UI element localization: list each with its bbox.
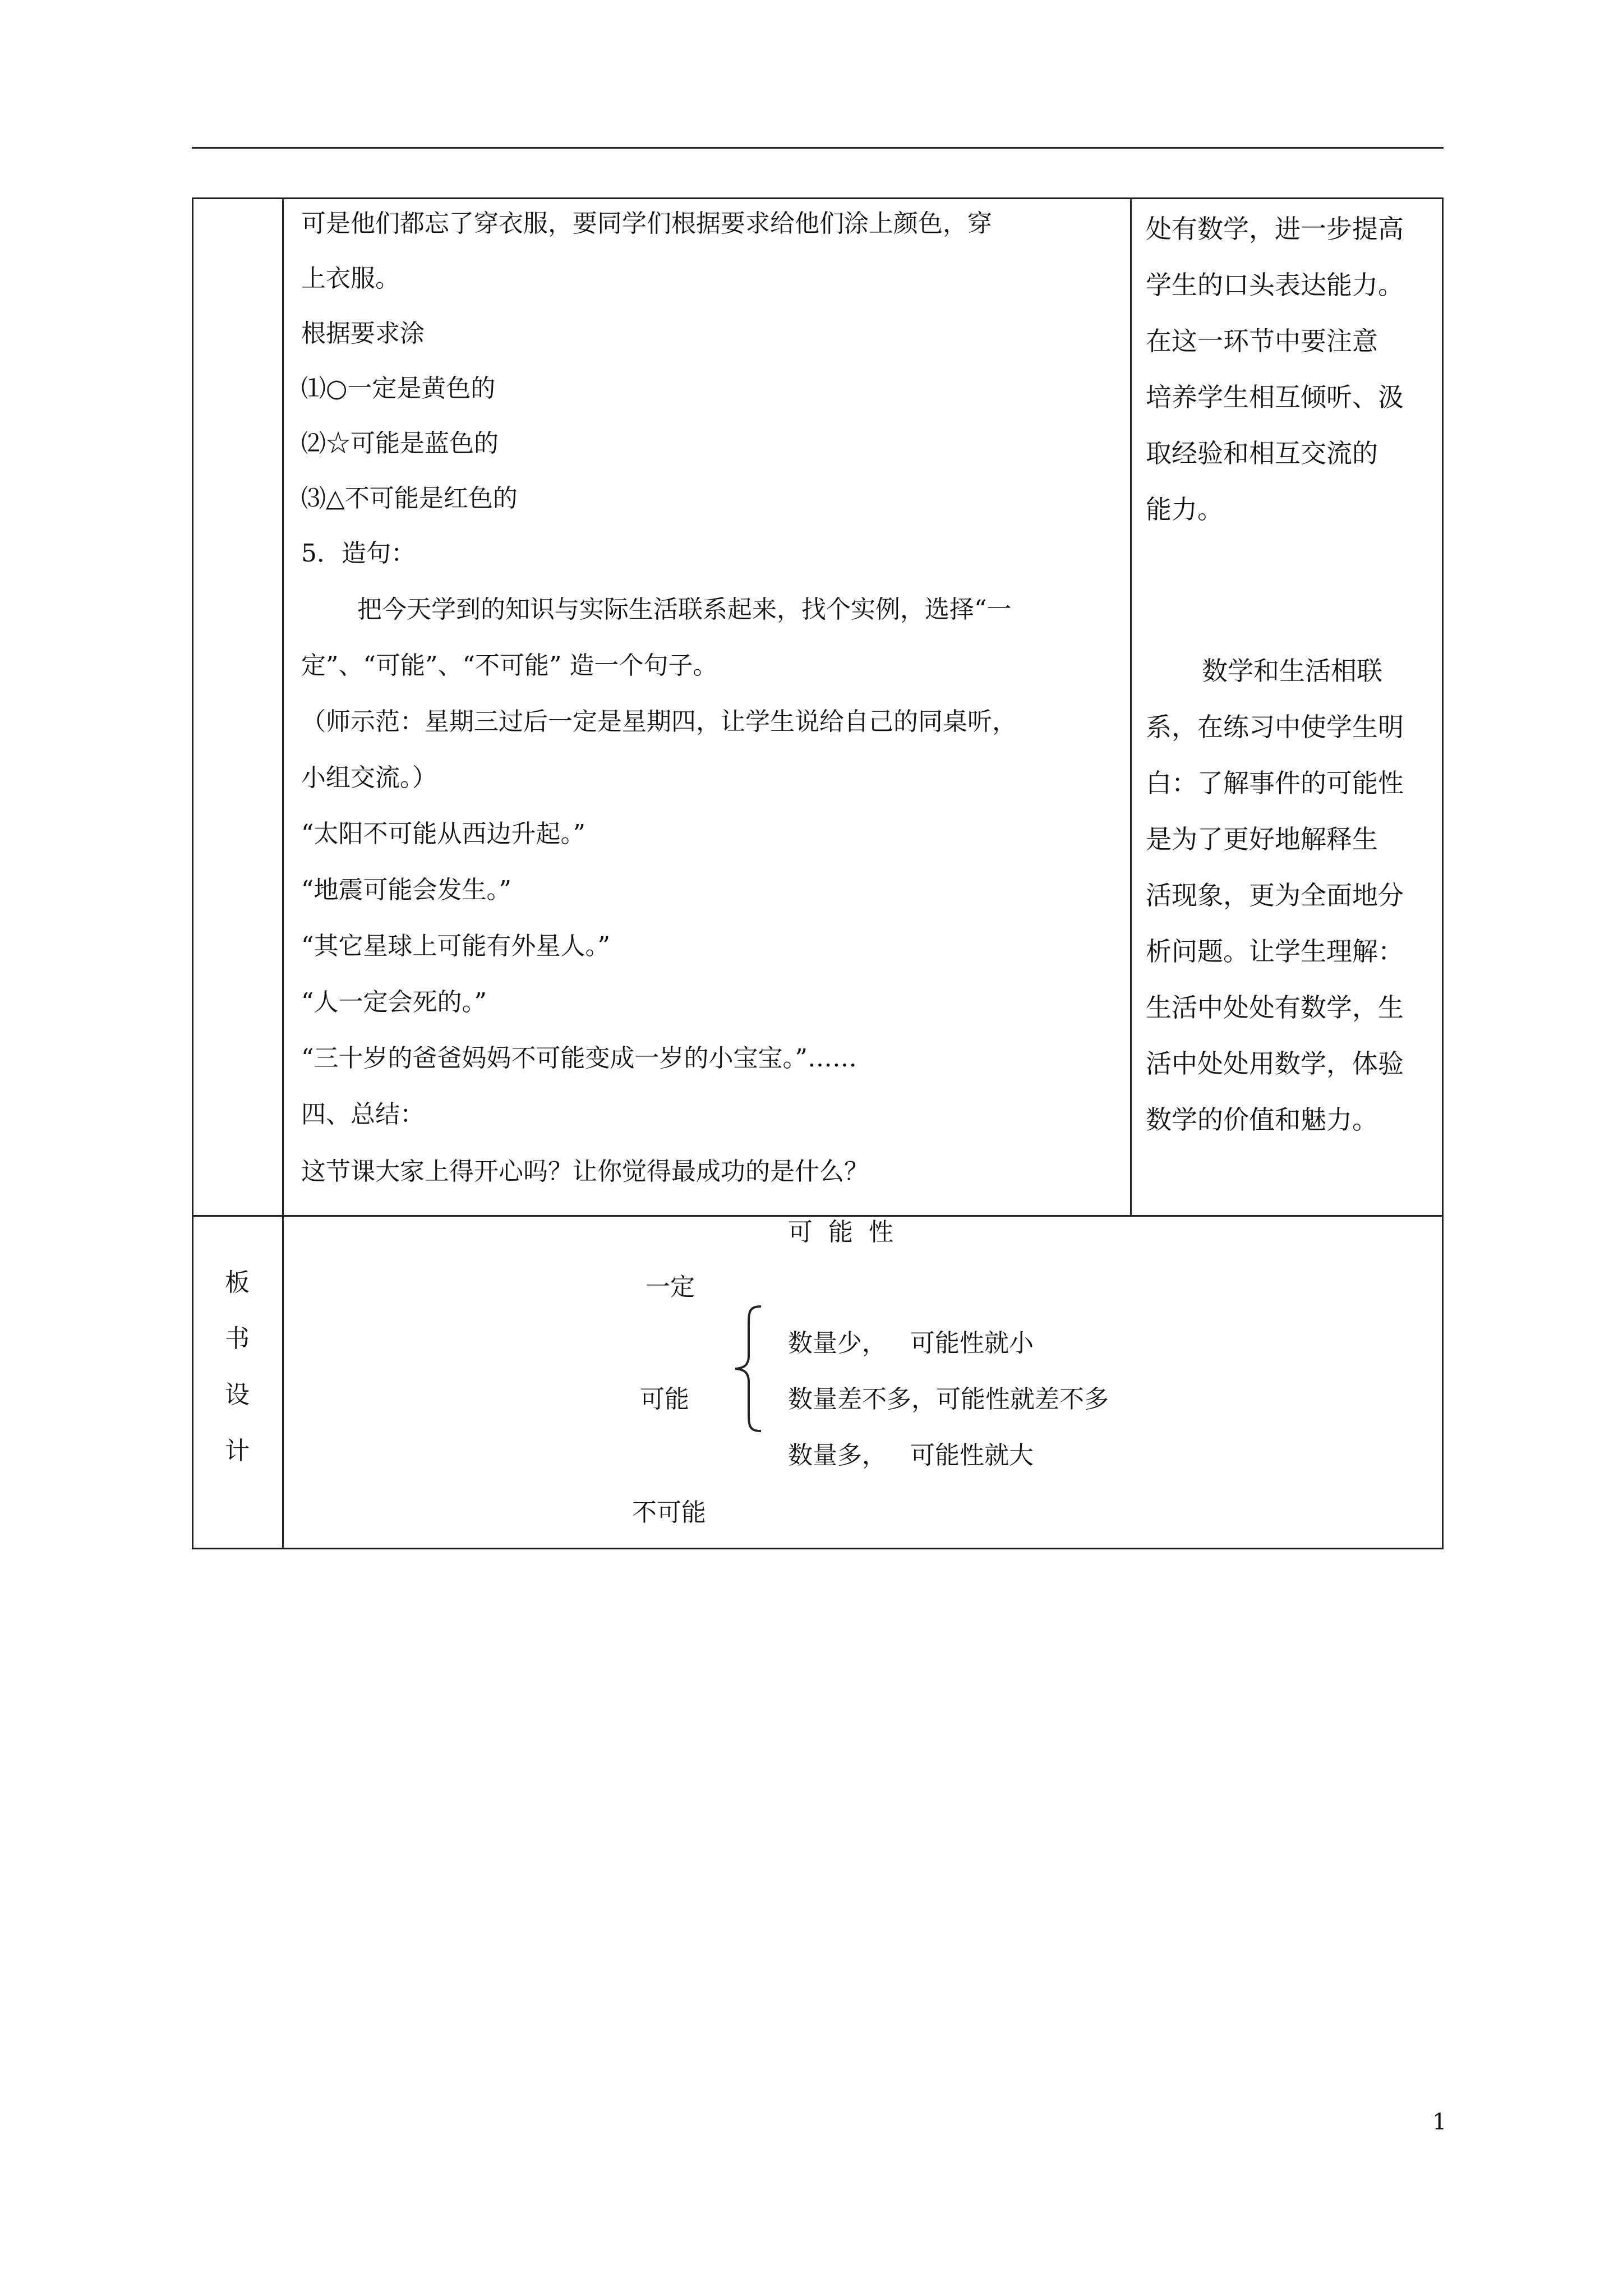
- activity-line: 上衣服。: [301, 264, 400, 293]
- board-branch: 数量差不多，可能性就差不多: [788, 1385, 1109, 1414]
- activity-line: ⑵☆可能是蓝色的: [301, 429, 499, 458]
- notes-line: 在这一环节中要注意: [1146, 326, 1378, 356]
- activity-line: 这节课大家上得开心吗？让你觉得最成功的是什么？: [301, 1157, 869, 1186]
- activity-line: （师示范：星期三过后一定是星期四，让学生说给自己的同桌听，: [301, 707, 1017, 736]
- board-certain: 一定: [645, 1273, 695, 1301]
- page-number: 1: [1432, 2109, 1447, 2135]
- notes-line: 学生的口头表达能力。: [1146, 270, 1404, 300]
- board-impossible: 不可能: [632, 1498, 706, 1527]
- notes-line: 白：了解事件的可能性: [1146, 768, 1404, 798]
- row-divider-board: [193, 1215, 1442, 1217]
- activity-line: 定”、“可能”、“不可能” 造一个句子。: [301, 651, 718, 680]
- notes-line: 析问题。让学生理解：: [1146, 936, 1404, 967]
- board-label-char: 设: [225, 1381, 250, 1409]
- activity-line: 四、总结：: [301, 1100, 425, 1129]
- notes-line: 是为了更好地解释生: [1146, 824, 1378, 854]
- activity-line: 把今天学到的知识与实际生活联系起来，找个实例，选择“一: [357, 595, 1012, 624]
- notes-line: 活中处处用数学，体验: [1146, 1048, 1404, 1079]
- activity-line: “三十岁的爸爸妈妈不可能变成一岁的小宝宝。”……: [301, 1044, 857, 1073]
- column-divider-label: [282, 199, 284, 1548]
- activity-line: 根据要求涂: [301, 319, 425, 348]
- notes-line: 数学和生活相联: [1202, 656, 1382, 686]
- activity-line: 小组交流。）: [301, 763, 437, 792]
- board-branch: 数量多， 可能性就大: [788, 1441, 1034, 1470]
- activity-line: “地震可能会发生。”: [301, 876, 511, 904]
- board-possible: 可能: [640, 1385, 689, 1414]
- notes-line: 生活中处处有数学，生: [1146, 992, 1404, 1023]
- notes-line: 系，在练习中使学生明: [1146, 712, 1404, 742]
- lesson-table: [192, 197, 1444, 1549]
- board-branch: 数量少， 可能性就小: [788, 1329, 1034, 1358]
- column-divider-notes: [1130, 199, 1132, 1215]
- curly-brace-icon: [732, 1304, 766, 1433]
- notes-line: 处有数学，进一步提高: [1146, 214, 1404, 244]
- activity-line: 可是他们都忘了穿衣服，要同学们根据要求给他们涂上颜色，穿: [301, 209, 992, 238]
- activity-line: 5．造句：: [301, 539, 416, 568]
- notes-line: 数学的价值和魅力。: [1146, 1105, 1378, 1135]
- board-title: 可 能 性: [788, 1218, 893, 1246]
- board-label-char: 书: [225, 1324, 250, 1353]
- header-rule: [192, 147, 1444, 149]
- notes-line: 活现象，更为全面地分: [1146, 880, 1404, 910]
- notes-line: 培养学生相互倾听、汲: [1146, 382, 1404, 412]
- notes-line: 能力。: [1146, 494, 1223, 524]
- activity-line: “人一定会死的。”: [301, 988, 487, 1016]
- board-label-char: 计: [225, 1437, 250, 1465]
- board-label-char: 板: [225, 1268, 250, 1297]
- activity-line: “太阳不可能从西边升起。”: [301, 820, 585, 848]
- activity-line: ⑶△不可能是红色的: [301, 484, 518, 513]
- activity-line: “其它星球上可能有外星人。”: [301, 932, 610, 960]
- notes-line: 取经验和相互交流的: [1146, 438, 1378, 468]
- activity-line: ⑴○一定是黄色的: [301, 374, 496, 403]
